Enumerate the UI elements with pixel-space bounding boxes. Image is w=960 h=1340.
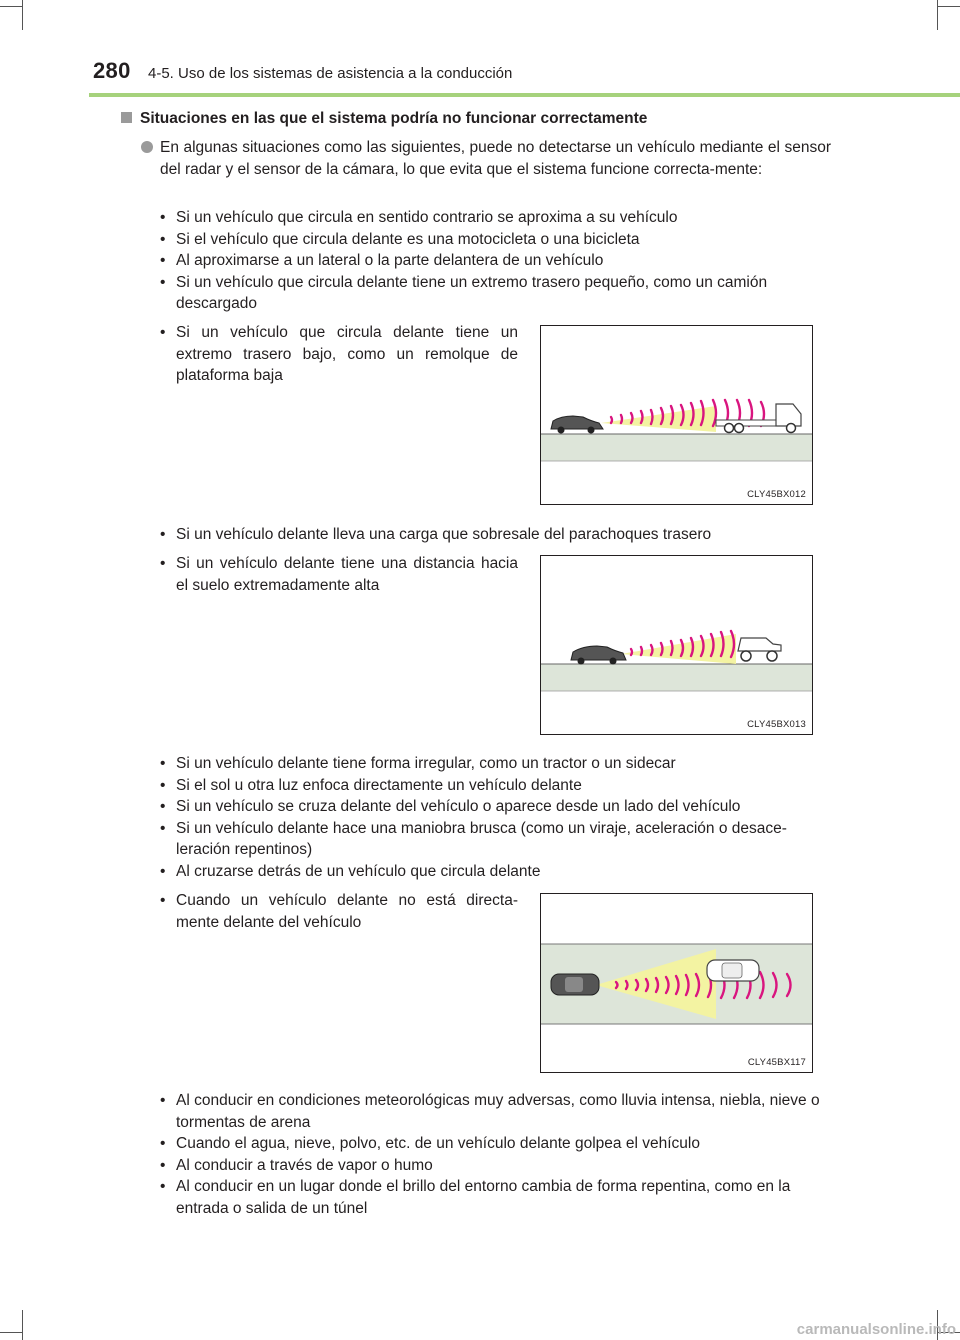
bullet-list-7 [160,1090,832,1219]
section-title: 4-5. Uso de los sistemas de asistencia a la conducción [148,65,513,82]
bullet-list-6 [160,890,518,933]
list-item: • Cuando el agua, nieve, polvo, etc. de un vehículo delante golpea el vehículo [160,1133,832,1155]
list-item: • Si un vehículo que circula delante tiene un extremo trasero pequeño, como un camión descargado [160,272,832,315]
figure-high-clearance [540,555,813,735]
list-item: • Cuando un vehículo delante no está directa-mente delante del vehículo [160,890,518,933]
list-item: • Si un vehículo que circula en sentido contrario se aproxima a su vehículo [160,207,832,229]
list-item: • Al conducir a través de vapor o humo [160,1155,832,1177]
figure-code: CLY45BX012 [747,489,806,500]
crop-mark [0,1332,22,1333]
list-item: • Si un vehículo que circula delante tiene un extremo trasero bajo, como un remolque de plataforma baja [160,322,518,387]
intro-text: En algunas situaciones como las siguientes, puede no detectarse un vehículo mediante el sensor del radar y el sensor de la cámara, lo que evita que el sistema funcione correcta-mente: [160,139,831,178]
illustration-high-clearance [541,556,813,735]
crop-mark [937,0,938,30]
circle-bullet-icon [141,141,153,153]
list-item: • Si un vehículo se cruza delante del vehículo o aparece desde un lado del vehículo [160,796,832,818]
crop-mark [0,6,22,7]
figure-offset-vehicle [540,893,813,1073]
list-item: • Al cruzarse detrás de un vehículo que circula delante [160,861,832,883]
list-item: • Al aproximarse a un lateral o la parte delantera de un vehículo [160,250,832,272]
section-heading [121,110,647,128]
list-item: • Al conducir en un lugar donde el brillo del entorno cambia de forma repentina, como en la entrada o salida de un túnel [160,1176,832,1219]
list-item: • Si el vehículo que circula delante es una motocicleta o una bicicleta [160,229,832,251]
illustration-offset-vehicle [541,894,813,1073]
crop-mark [22,0,23,30]
figure-low-trailer [540,325,813,505]
watermark: carmanualsonline.info [796,1321,956,1338]
bullet-list-3 [160,524,832,546]
list-item: • Si el sol u otra luz enfoca directamente un vehículo delante [160,775,832,797]
bullet-list-4 [160,553,518,596]
illustration-low-trailer [541,326,813,505]
list-item: • Al conducir en condiciones meteorológicas muy adversas, como lluvia intensa, niebla, nieve o tormentas de arena [160,1090,832,1133]
list-item: • Si un vehículo delante lleva una carga que sobresale del parachoques trasero [160,524,832,546]
bullet-list-2 [160,322,518,387]
intro-paragraph [141,137,831,181]
list-item: • Si un vehículo delante hace una maniobra brusca (como un viraje, aceleración o desace-leración repentinos) [160,818,832,861]
figure-code: CLY45BX013 [747,719,806,730]
section-heading-text: Situaciones en las que el sistema podría no funcionar correctamente [140,110,648,127]
page-number: 280 [93,58,131,83]
square-bullet-icon [121,112,132,123]
figure-code: CLY45BX117 [747,1057,806,1068]
header-rule [89,93,960,97]
list-item: • Si un vehículo delante tiene una distancia hacia el suelo extremadamente alta [160,553,518,596]
list-item: • Si un vehículo delante tiene forma irregular, como un tractor o un sidecar [160,753,832,775]
bullet-list-1 [160,207,832,315]
bullet-list-5 [160,753,832,882]
crop-mark [22,1310,23,1340]
crop-mark [938,6,960,7]
